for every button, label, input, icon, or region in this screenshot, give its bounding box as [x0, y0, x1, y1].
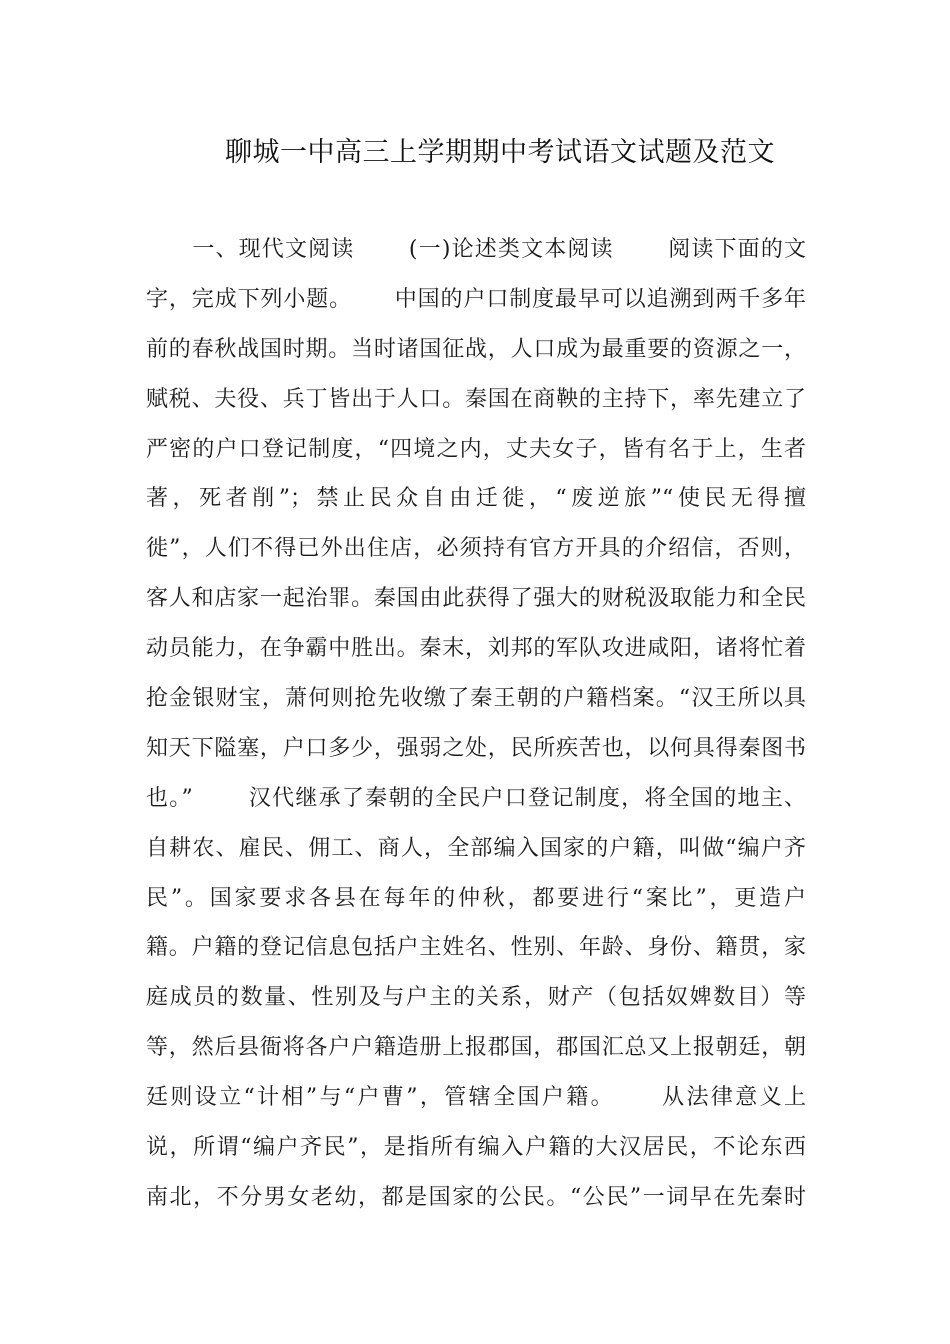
text-line: 动员能力，在争霸中胜出。秦末，刘邦的军队攻进咸阳，诸将忙着 — [146, 636, 806, 662]
text-line: 也。” 汉代继承了秦朝的全民户口登记制度，将全国的地主、 — [146, 785, 806, 811]
text-line: 等，然后县衙将各户户籍造册上报郡国，郡国汇总又上报朝廷，朝 — [146, 1035, 806, 1061]
text-line: 客人和店家一起治罪。秦国由此获得了强大的财税汲取能力和全民 — [146, 586, 806, 612]
text-line: 籍。户籍的登记信息包括户主姓名、性别、年龄、身份、籍贯，家 — [146, 935, 806, 961]
text-line: 南北，不分男女老幼，都是国家的公民。“公民”一词早在先秦时 — [146, 1184, 806, 1210]
text-line: 前的春秋战国时期。当时诸国征战，人口成为最重要的资源之一， — [146, 336, 806, 362]
text-line: 庭成员的数量、性别及与户主的关系，财产（包括奴婢数目）等 — [146, 985, 806, 1011]
text-line: 著，死者削”；禁止民众自由迁徙，“废逆旅”“使民无得擅 — [146, 486, 806, 512]
text-line: 抢金银财宝，萧何则抢先收缴了秦王朝的户籍档案。“汉王所以具 — [146, 686, 806, 712]
text-line: 自耕农、雇民、佣工、商人，全部编入国家的户籍，叫做“编户齐 — [146, 835, 806, 861]
text-line: 廷则设立“计相”与“户曹”，管辖全国户籍。 从法律意义上 — [146, 1085, 806, 1111]
text-line: 知天下隘塞，户口多少，强弱之处，民所疾苦也，以何具得秦图书 — [146, 735, 806, 761]
text-line: 赋税、夫役、兵丁皆出于人口。秦国在商鞅的主持下，率先建立了 — [146, 386, 806, 412]
document-title: 聊城一中高三上学期期中考试语文试题及范文 — [225, 137, 775, 168]
text-line: 说，所谓“编户齐民”，是指所有编入户籍的大汉居民，不论东西 — [146, 1135, 806, 1161]
document-body — [146, 230, 806, 1228]
text-line: 民”。国家要求各县在每年的仲秋，都要进行“案比”，更造户 — [146, 885, 806, 911]
text-line: 字，完成下列小题。 中国的户口制度最早可以追溯到两千多年 — [146, 286, 806, 312]
text-line: 严密的户口登记制度，“四境之内，丈夫女子，皆有名于上，生者 — [146, 436, 806, 462]
text-line: 一、现代文阅读 (一)论述类文本阅读 阅读下面的文 — [146, 237, 806, 262]
text-line: 徙”，人们不得已外出住店，必须持有官方开具的介绍信，否则， — [146, 536, 806, 562]
